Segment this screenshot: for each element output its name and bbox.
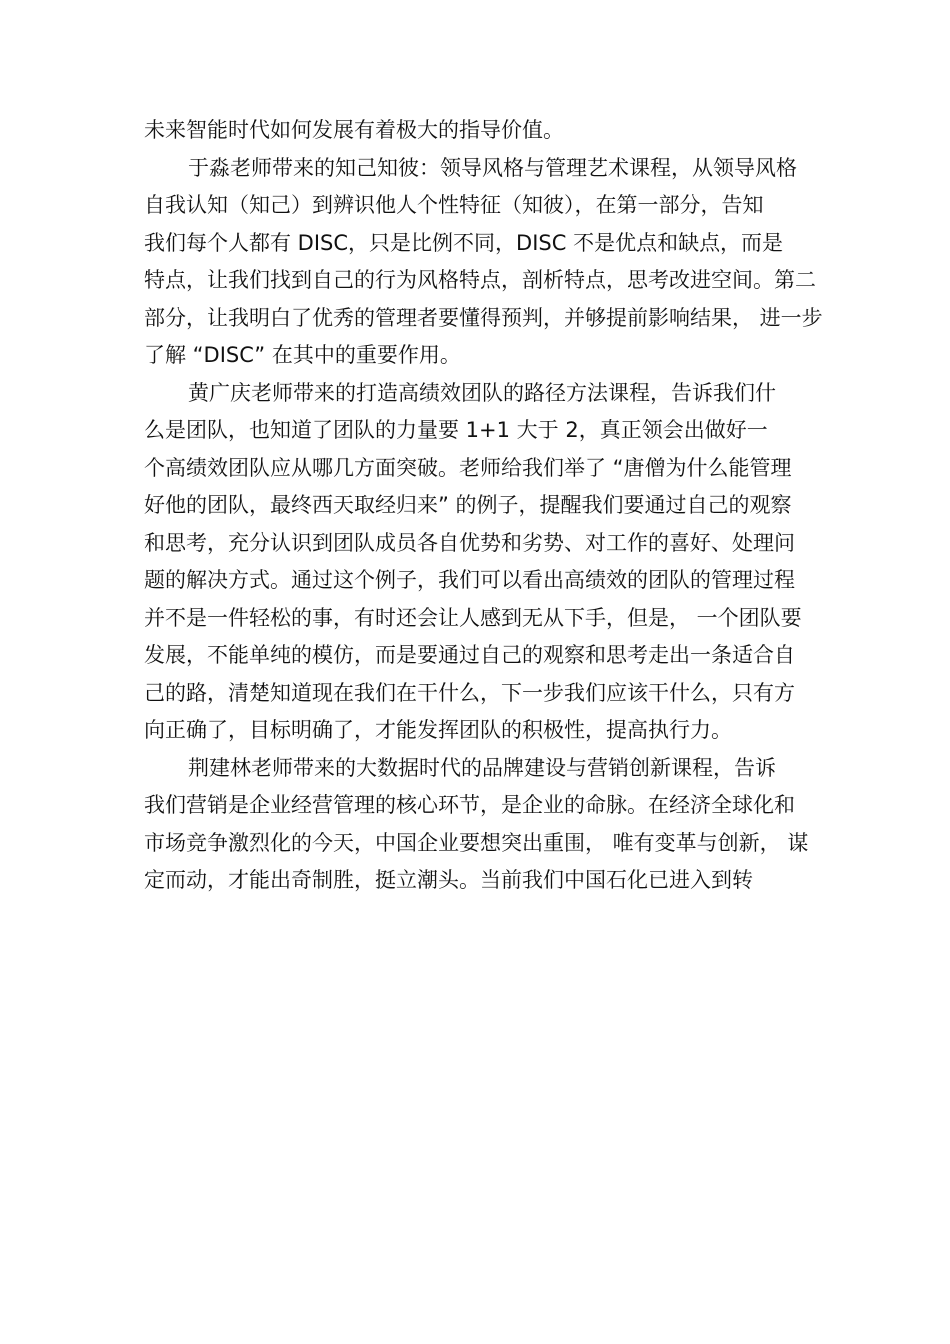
paragraph-first-line: 黄广庆老师带来的打造高绩效团队的路径方法课程，告诉我们什 bbox=[188, 380, 776, 405]
text-line: 了解 “DISC” 在其中的重要作用。 bbox=[144, 343, 461, 367]
text-line: 么是团队，也知道了团队的力量要 1+1 大于 2，真正领会出做好一 bbox=[144, 418, 768, 442]
text-line: 己的路，清楚知道现在我们在干什么，下一步我们应该干什么，只有方 bbox=[144, 680, 795, 705]
text-line: 我们每个人都有 DISC，只是比例不同，DISC 不是优点和缺点，而是 bbox=[144, 230, 784, 255]
text-line: 自我认知（知己）到辨识他人个性特征（知彼），在第一部分，告知 bbox=[144, 193, 764, 217]
text-line: 市场竞争激烈化的今天，中国企业要想突出重围， 唯有变革与创新， 谋 bbox=[144, 830, 809, 855]
text-line: 题的解决方式。通过这个例子，我们可以看出高绩效的团队的管理过程 bbox=[144, 568, 795, 592]
text-line: 特点，让我们找到自己的行为风格特点，剖析特点，思考改进空间。第二 bbox=[144, 268, 816, 292]
text-line: 并不是一件轻松的事，有时还会让人感到无从下手，但是， 一个团队要 bbox=[144, 605, 802, 630]
paragraph-first-line: 荆建林老师带来的大数据时代的品牌建设与营销创新课程，告诉 bbox=[188, 755, 776, 780]
text-line: 个高绩效团队应从哪几方面突破。老师给我们举了 “唐僧为什么能管理 bbox=[144, 455, 792, 480]
body-text bbox=[144, 112, 824, 900]
paragraph-first-line: 于淼老师带来的知己知彼：领导风格与管理艺术课程，从领导风格 bbox=[188, 155, 797, 180]
text-line: 未来智能时代如何发展有着极大的指导价值。 bbox=[144, 118, 564, 142]
text-line: 和思考，充分认识到团队成员各自优势和劣势、对工作的喜好、处理问 bbox=[144, 530, 795, 555]
text-line: 发展，不能单纯的模仿，而是要通过自己的观察和思考走出一条适合自 bbox=[144, 643, 795, 667]
text-line: 定而动，才能出奇制胜，挺立潮头。当前我们中国石化已进入到转 bbox=[144, 868, 753, 892]
text-line: 好他的团队，最终西天取经归来” 的例子，提醒我们要通过自己的观察 bbox=[144, 493, 792, 517]
text-line: 我们营销是企业经营管理的核心环节，是企业的命脉。在经济全球化和 bbox=[144, 793, 795, 817]
text-line: 部分，让我明白了优秀的管理者要懂得预判，并够提前影响结果， 进一步 bbox=[144, 305, 823, 330]
text-line: 向正确了，目标明确了，才能发挥团队的积极性，提高执行力。 bbox=[144, 718, 732, 742]
